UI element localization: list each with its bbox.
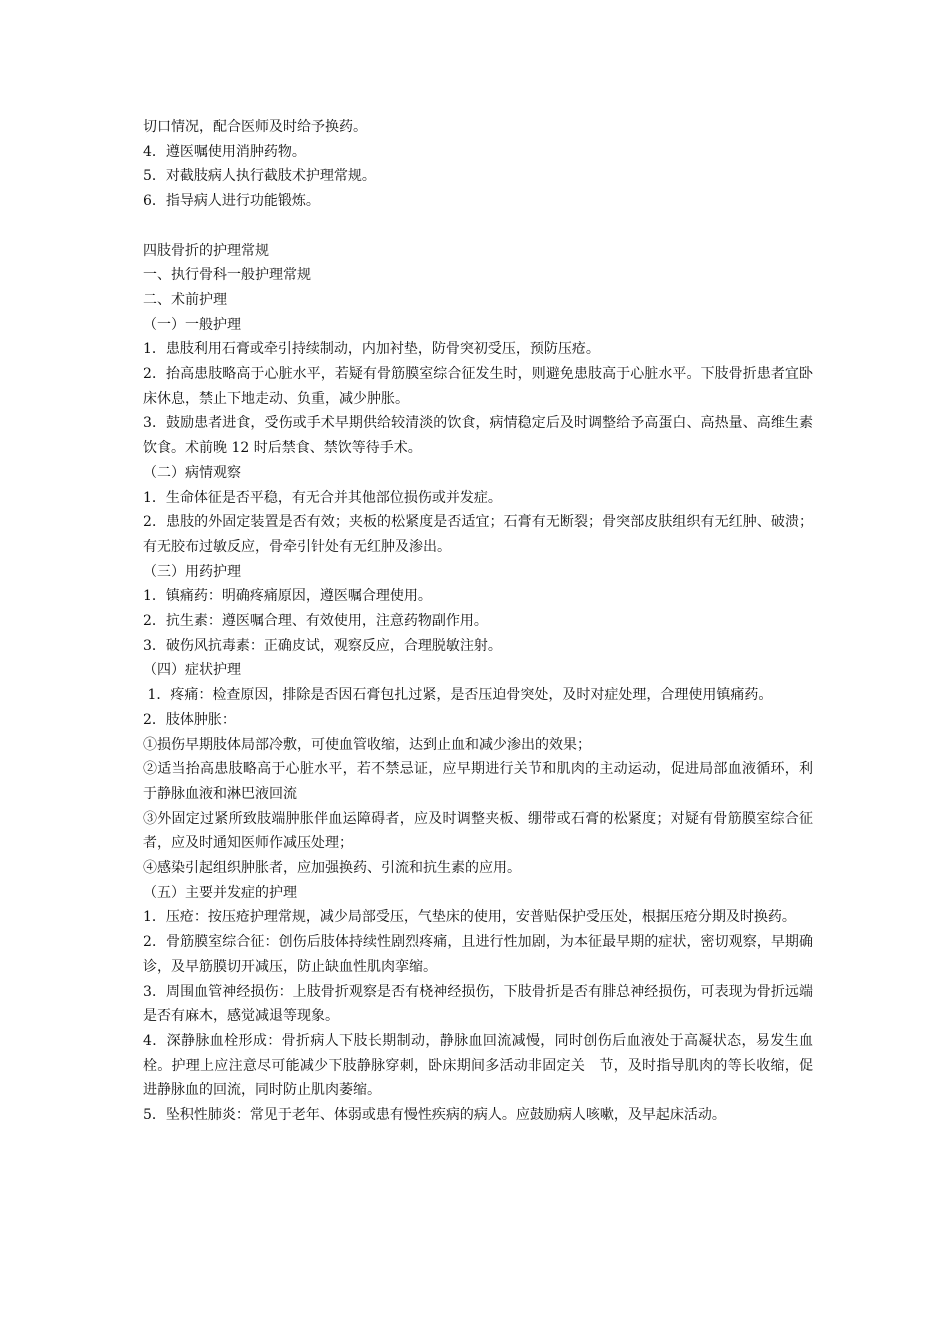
paragraph-nerve-injury: 3．周围血管神经损伤：上肢骨折观察是否有桡神经损伤，下肢骨折是否有腓总神经损伤，可表现为骨折远端是否有麻木，感觉减退等现象。 <box>143 983 813 1025</box>
subheading-complications: （五）主要并发症的护理 <box>143 884 297 901</box>
paragraph-pneumonia: 5．坠积性肺炎：常见于老年、体弱或患有慢性疾病的病人。应鼓励病人咳嗽，及早起床活动。 <box>143 1107 726 1124</box>
paragraph-analgesics: 1．镇痛药：明确疼痛原因，遵医嘱合理使用。 <box>143 588 432 605</box>
paragraph-tetanus-antitoxin: 3．破伤风抗毒素：正确皮试，观察反应，合理脱敏注射。 <box>143 637 502 654</box>
paragraph-pain: 1．疼痛：检查原因，排除是否因石膏包扎过紧，是否压迫骨突处，及时对症处理，合理使用镇痛药。 <box>143 687 773 704</box>
subheading-medication: （三）用药护理 <box>143 563 241 580</box>
list-item-tight-fixation: ③外固定过紧所致肢端肿胀伴血运障碍者，应及时调整夹板、绷带或石膏的松紧度；对疑有骨筋膜室综合征者，应及时通知医师作减压处理； <box>143 810 813 852</box>
paragraph-pressure-sores: 1．压疮：按压疮护理常规，减少局部受压，气垫床的使用，安普贴保护受压处，根据压疮分期及时换药。 <box>143 909 796 926</box>
paragraph-amputation-care: 5．对截肢病人执行截肢术护理常规。 <box>143 168 376 185</box>
document-body <box>143 115 813 1128</box>
subheading-general-care: （一）一般护理 <box>143 316 241 333</box>
subheading-observation: （二）病情观察 <box>143 464 241 481</box>
list-item-infection: ④感染引起组织肿胀者，应加强换药、引流和抗生素的应用。 <box>143 860 521 877</box>
paragraph-antibiotics: 2．抗生素：遵医嘱合理、有效使用，注意药物副作用。 <box>143 613 488 630</box>
paragraph-dvt: 4．深静脉血栓形成：骨折病人下肢长期制动，静脉血回流减慢，同时创伤后血液处于高凝状态，易发生血栓。护理上应注意尽可能减少下肢静脉穿刺，卧床期间多活动非固定关 节，及时指导肌肉的等长收缩，促进静脉血的回流，同时防止肌肉萎缩。 <box>143 1033 813 1099</box>
paragraph-immobilization: 1．患肢利用石膏或牵引持续制动，内加衬垫，防骨突初受压，预防压疮。 <box>143 341 600 358</box>
paragraph-swelling-medication: 4．遵医嘱使用消肿药物。 <box>143 143 306 160</box>
paragraph-compartment-syndrome: 2．骨筋膜室综合征：创伤后肢体持续性剧烈疼痛，且进行性加剧，为本征最早期的症状，密切观察，早期确诊，及早筋膜切开减压，防止缺血性肌肉挛缩。 <box>143 934 813 975</box>
list-item-elevation-exercise: ②适当抬高患肢略高于心脏水平，若不禁忌证，应早期进行关节和肌肉的主动运动，促进局部血液循环，利于静脉血液和淋巴液回流 <box>143 761 813 802</box>
heading-preoperative-care: 二、术前护理 <box>143 291 227 308</box>
list-item-cold-compress: ①损伤早期肢体局部冷敷，可使血管收缩，达到止血和减少渗出的效果； <box>143 736 591 753</box>
paragraph-vital-signs: 1．生命体征是否平稳，有无合并其他部位损伤或并发症。 <box>143 489 502 506</box>
subheading-symptom-care: （四）症状护理 <box>143 662 241 679</box>
paragraph-diet: 3．鼓励患者进食，受伤或手术早期供给较清淡的饮食，病情稳定后及时调整给予高蛋白、高热量、高维生素饮食。术前晚 12 时后禁食、禁饮等待手术。 <box>143 415 813 457</box>
paragraph-wound-dressing: 切口情况，配合医师及时给予换药。 <box>143 119 367 135</box>
paragraph-elevation: 2．抬高患肢略高于心脏水平，若疑有骨筋膜室综合征发生时，则避免患肢高于心脏水平。下肢骨折患者宜卧床休息，禁止下地走动、负重，减少肿胀。 <box>143 366 813 407</box>
blank-line <box>143 214 813 239</box>
paragraph-limb-swelling: 2．肢体肿胀： <box>143 711 236 728</box>
heading-general-orthopedic-care: 一、执行骨科一般护理常规 <box>143 267 311 284</box>
paragraph-function-exercise: 6．指导病人进行功能锻炼。 <box>143 193 320 210</box>
section-title: 四肢骨折的护理常规 <box>143 242 269 259</box>
paragraph-external-fixation: 2．患肢的外固定装置是否有效；夹板的松紧度是否适宜；石膏有无断裂；骨突部皮肤组织有无红肿、破溃；有无胶布过敏反应，骨牵引针处有无红肿及渗出。 <box>143 514 813 555</box>
